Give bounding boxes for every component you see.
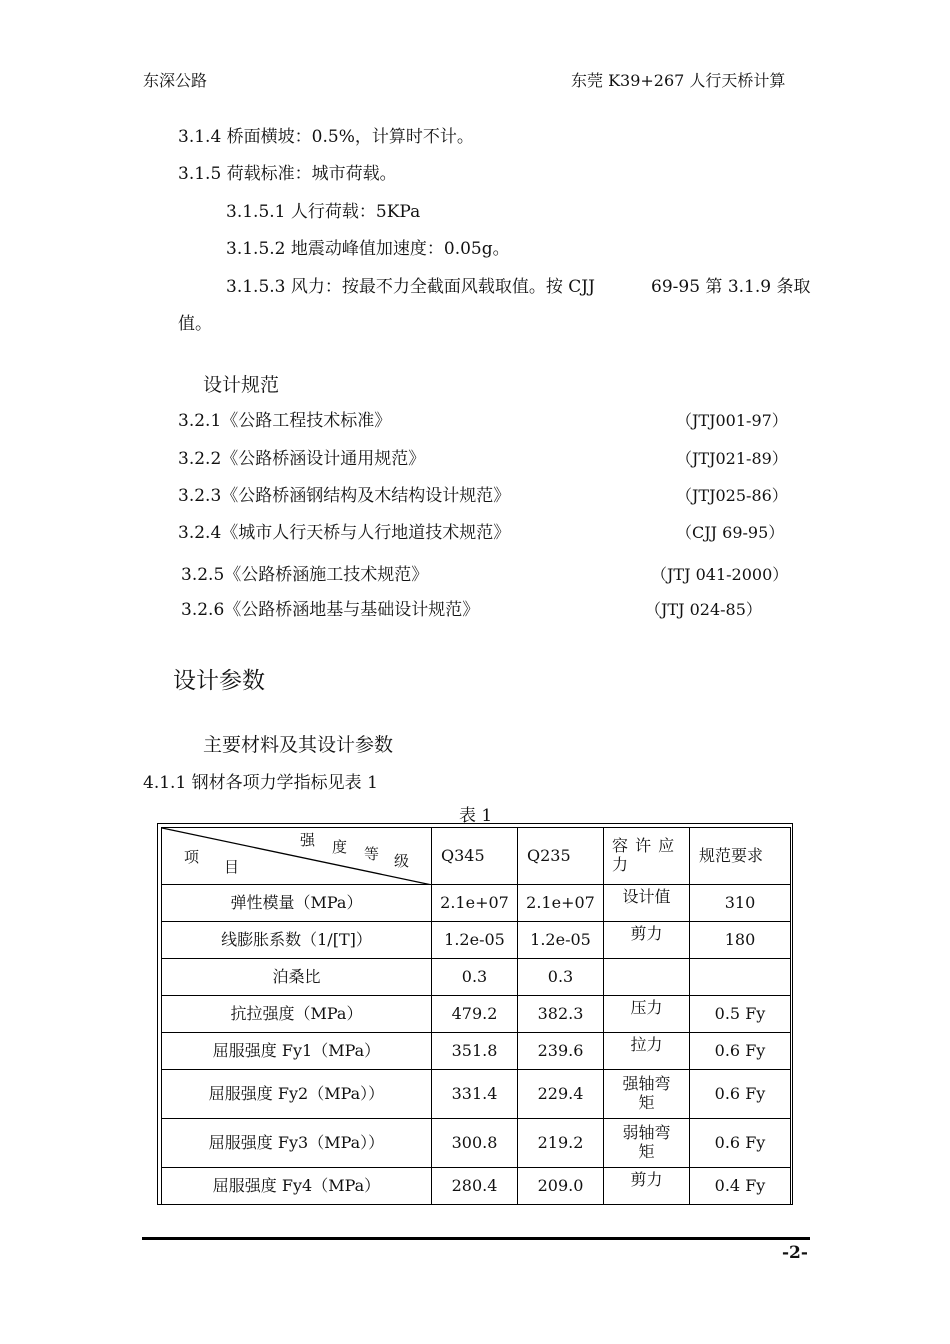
header-q345: Q345 [432, 828, 518, 885]
corner-label-strength: 级 [394, 852, 410, 870]
cell-requirement: 180 [690, 922, 791, 959]
corner-label-strength: 度 [332, 838, 348, 856]
cell-allowable [604, 1070, 690, 1119]
cell-item: 屈服强度 Fy4（MPa） [162, 1168, 432, 1205]
cell-requirement: 0.5 Fy [690, 996, 791, 1033]
corner-label-strength: 等 [364, 845, 380, 863]
table-row [162, 996, 791, 1033]
cell-q235: 239.6 [518, 1033, 604, 1070]
code-item-number: （JTJ 041-2000） [651, 565, 789, 584]
code-item-name: 3.2.6《公路桥涵地基与基础设计规范》 [181, 600, 480, 620]
line-3-1-5-1: 3.1.5.1 人行荷载：5KPa [226, 202, 421, 222]
code-item-number: （JTJ001-97） [676, 411, 788, 430]
header-allowable-stress-label: 容 许 应力 [612, 836, 676, 875]
table-row [162, 1070, 791, 1119]
cell-requirement: 0.6 Fy [690, 1119, 791, 1168]
table-row [162, 922, 791, 959]
code-item-name: 3.2.1《公路工程技术标准》 [178, 411, 392, 431]
cell-q345: 2.1e+07 [432, 885, 518, 922]
subsection-title-materials: 主要材料及其设计参数 [203, 734, 394, 756]
header-left: 东深公路 [143, 71, 208, 90]
cell-q235: 219.2 [518, 1119, 604, 1168]
cell-allowable: 拉力 [604, 1033, 690, 1070]
cell-requirement: 310 [690, 885, 791, 922]
cell-item: 屈服强度 Fy3（MPa）） [162, 1119, 432, 1168]
cell-item: 抗拉强度（MPa） [162, 996, 432, 1033]
line-3-1-5-2: 3.1.5.2 地震动峰值加速度：0.05g。 [226, 239, 510, 259]
table-row [162, 1119, 791, 1168]
cell-q345: 300.8 [432, 1119, 518, 1168]
cell-q345: 351.8 [432, 1033, 518, 1070]
cell-item: 泊桑比 [162, 959, 432, 996]
page-number: -2- [782, 1243, 808, 1263]
cell-q235: 229.4 [518, 1070, 604, 1119]
section-title-codes: 设计规范 [203, 374, 280, 396]
cell-q345: 479.2 [432, 996, 518, 1033]
line-3-1-5-3-cont: 69-95 第 3.1.9 条取 [651, 277, 811, 297]
item-4-1-1: 4.1.1 钢材各项力学指标见表 1 [143, 773, 378, 793]
code-item-number: （JTJ 024-85） [645, 600, 762, 619]
table-row [162, 1033, 791, 1070]
line-3-1-5-3-end: 值。 [178, 314, 212, 334]
diagonal-line [162, 828, 432, 885]
section-title-params: 设计参数 [173, 668, 265, 694]
cell-allowable: 剪力 [604, 1168, 690, 1205]
cell-requirement [690, 959, 791, 996]
cell-item: 线膨胀系数（1/[T]） [162, 922, 432, 959]
header-allowable-stress [604, 828, 690, 885]
code-item-number: （JTJ025-86） [676, 486, 788, 505]
cell-allowable-text: 弱轴弯矩 [622, 1123, 671, 1162]
line-3-1-5-3: 3.1.5.3 风力：按最不力全截面风载取值。按 CJJ [226, 277, 595, 297]
header-right: 东莞 K39+267 人行天桥计算 [571, 71, 786, 90]
cell-requirement: 0.6 Fy [690, 1070, 791, 1119]
cell-q345: 331.4 [432, 1070, 518, 1119]
steel-properties-table [161, 827, 791, 1205]
code-item-number: （JTJ021-89） [676, 449, 788, 468]
cell-q235: 209.0 [518, 1168, 604, 1205]
cell-allowable [604, 959, 690, 996]
cell-allowable: 设计值 [604, 885, 690, 922]
table-corner-cell [162, 828, 432, 885]
table-row [162, 959, 791, 996]
line-3-1-4: 3.1.4 桥面横坡：0.5%，计算时不计。 [178, 127, 474, 147]
corner-label-item: 目 [224, 858, 240, 876]
code-item-name: 3.2.5《公路桥涵施工技术规范》 [181, 565, 429, 585]
cell-q345: 280.4 [432, 1168, 518, 1205]
corner-label-item: 项 [184, 848, 200, 866]
table-caption: 表 1 [459, 806, 493, 826]
cell-item: 屈服强度 Fy1（MPa） [162, 1033, 432, 1070]
cell-item: 弹性模量（MPa） [162, 885, 432, 922]
cell-requirement: 0.4 Fy [690, 1168, 791, 1205]
cell-allowable [604, 1119, 690, 1168]
cell-q345: 1.2e-05 [432, 922, 518, 959]
cell-allowable: 压力 [604, 996, 690, 1033]
cell-allowable: 剪力 [604, 922, 690, 959]
cell-q345: 0.3 [432, 959, 518, 996]
header-q235: Q235 [518, 828, 604, 885]
cell-q235: 382.3 [518, 996, 604, 1033]
corner-label-strength: 强 [300, 831, 316, 849]
header-code-requirement: 规范要求 [690, 828, 791, 885]
cell-q235: 0.3 [518, 959, 604, 996]
table-header-row [162, 828, 791, 885]
cell-allowable-text: 强轴弯矩 [622, 1074, 671, 1113]
cell-q235: 2.1e+07 [518, 885, 604, 922]
cell-q235: 1.2e-05 [518, 922, 604, 959]
code-item-number: （CJJ 69-95） [676, 523, 785, 542]
cell-requirement: 0.6 Fy [690, 1033, 791, 1070]
line-3-1-5: 3.1.5 荷载标准：城市荷载。 [178, 164, 397, 184]
code-item-name: 3.2.2《公路桥涵设计通用规范》 [178, 449, 426, 469]
code-item-name: 3.2.4《城市人行天桥与人行地道技术规范》 [178, 523, 511, 543]
table-row [162, 1168, 791, 1205]
code-item-name: 3.2.3《公路桥涵钢结构及木结构设计规范》 [178, 486, 511, 506]
cell-item: 屈服强度 Fy2（MPa）） [162, 1070, 432, 1119]
footer-rule [142, 1237, 810, 1240]
table-row [162, 885, 791, 922]
